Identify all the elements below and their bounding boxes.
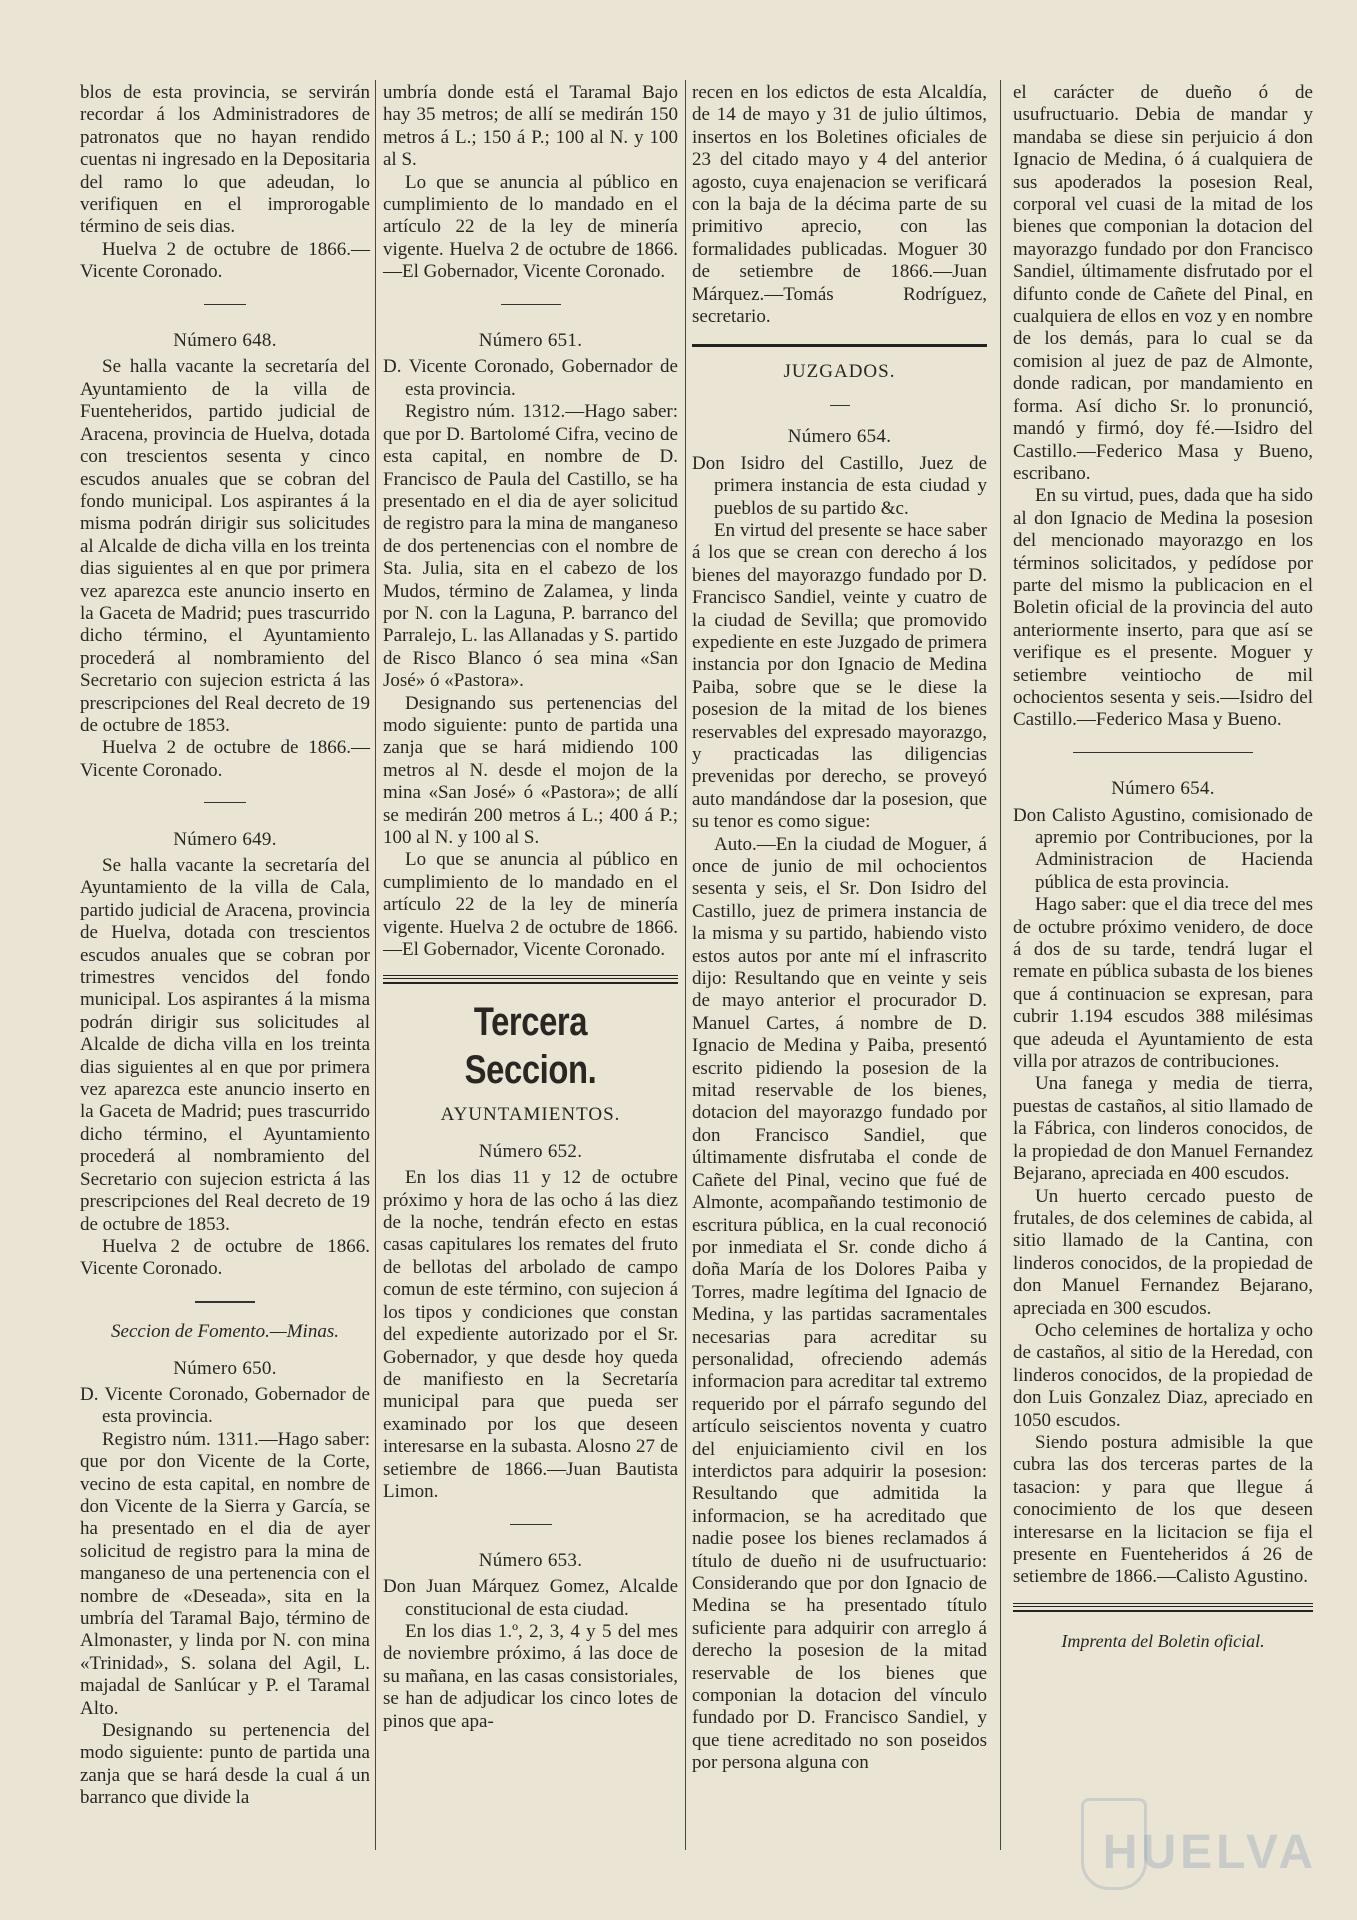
notice-number: Número 651. xyxy=(478,330,583,352)
signature: Huelva 2 de octubre de 1866. Vicente Coronado. xyxy=(80,1235,370,1280)
paragraph: recen en los edictos de esta Alcaldía, de 14 de mayo y 31 de julio últimos, insertos en los Boletines oficiales de 23 del citado mayo y 4 del anterior agosto, cuya enajenacion se verificará con la baja de la décima parte de su primitivo aprecio, con las formalidades publicadas. Moguer 30 de setiembre de 1866.—Juan Márquez.—Tomás Rodríguez, secretario. xyxy=(692,82,987,328)
notice-number: Número 650. xyxy=(173,1357,277,1379)
paragraph: Registro núm. 1311.—Hago saber: que por don Vicente de la Corte, vecino de esta capital, en nombre de don Vicente de la Sierra y García, se ha presentado en el dia de ayer solicitud de registro para la mina de manganeso de una pertenencia con el nombre de «Deseada», sita en la umbría del Taramal Bajo, término de Almonaster, y linda por N. con mina «Trinidad», S. solana del Agil, L. majadal de Sanlúcar y P. el Taramal Alto. xyxy=(80,1428,370,1719)
notice-heading: D. Vicente Coronado, Gobernador de esta provincia. xyxy=(383,356,678,400)
separator xyxy=(80,792,370,814)
paragraph: Se halla vacante la secretaría del Ayuntamiento de la villa de Cala, partido judicial de Aracena, provincia de Huelva, dotada con trescientos escudos anuales que se cobran por trimestres vencidos del fondo municipal. Los aspirantes á la misma podrán dirigir sus solicitudes al Alcalde de dicha villa en los treinta dias siguientes al en que por primera vez aparezca este anuncio inserto en la Gaceta de Madrid; pues trascurrido dicho término, el Ayuntamiento procederá al nombramiento del Secretario con sujecion estricta á las prescripciones del Real decreto de 19 de octubre de 1853. xyxy=(80,855,370,1235)
column-1 xyxy=(80,82,370,1810)
paragraph: En los dias 1.º, 2, 3, 4 y 5 del mes de noviembre próximo, á las doce de su mañana, en las casas consistoriales, se han de adjudicar los cinco lotes de pinos que apa- xyxy=(383,1620,678,1732)
separator xyxy=(383,1513,678,1535)
paragraph: En su virtud, pues, dada que ha sido al don Ignacio de Medina la posesion del mencionado mayorazgo en los términos solicitados, y pedídose por parte del mismo la publicacion en el Boletin oficial de la provincia del auto anteriormente inserto, para que así se verifique es el presente. Moguer y setiembre veintiocho de mil ochocientos sesenta y seis.—Isidro del Castillo.—Federico Masa y Bueno. xyxy=(1013,485,1313,731)
separator xyxy=(80,1291,370,1313)
paragraph: Una fanega y media de tierra, puestas de castaños, al sitio llamado de la Fábrica, con linderos conocidos, de la propiedad de don Manuel Fernandez Bejarano, apreciada en 400 escudos. xyxy=(1013,1073,1313,1185)
paragraph: Un huerto cercado puesto de frutales, de dos celemines de cabida, al sitio llamado de la Cantina, con linderos conocidos, de la propiedad de don Manuel Fernandez Bejarano, apreciada en 300 escudos. xyxy=(1013,1185,1313,1319)
paragraph: Designando sus pertenencias del modo siguiente: punto de partida una zanja que se hará midiendo 100 metros al N. desde el mojon de la mina «San José» ó «Pastora»; de allí se medirán 200 metros á L.; 400 á P.; 100 al N. y 100 al S. xyxy=(383,692,678,848)
paragraph: Auto.—En la ciudad de Moguer, á once de junio de mil ochocientos sesenta y seis, el Sr. Don Isidro del Castillo, juez de primera instancia de la misma y su partido, habiendo visto estos autos por ante mí el infrascrito dijo: Resultando que en veinte y seis de mayo anterior el procurador D. Manuel Cartes, á nombre de D. Ignacio de Medina y Paiba, presentó escrito pidiendo la posesion de la mitad reservable de los bienes, dotacion del mayorazgo fundado por don Francisco Sandiel, que últimamente disfrutaba el conde de Cañete del Pinal, vecino que fué de Almonte, acompañando testimonio de escritura pública, en la cual reconoció por inmediata el Sr. conde dicho á doña María de los Dolores Paiba y Torres, madre legítima del Ignacio de Medina, y las partidas sacramentales necesarias para acreditar su personalidad, ofreciendo además informacion para acreditar tal extremo requerido por el párrafo segundo del artículo seiscientos noventa y cuatro del enjuiciamiento civil en los interdictos para adquirir la posesion: Resultando que admitida la informacion, se ha acreditado que nadie posee los bienes reclamados á título de dueño ni de usufructuario: Considerando que por don Ignacio de Medina se ha presentado título suficiente para adquirir con arreglo á derecho la posesion de la mitad reservable de los bienes que componian la dotacion del vínculo fundado por D. Francisco Sandiel, y que tiene acreditado no son poseidos por persona alguna con xyxy=(692,833,987,1774)
separator xyxy=(1013,742,1313,764)
paragraph: Se halla vacante la secretaría del Ayuntamiento de la villa de Fuenteheridos, partido judicial de Aracena, provincia de Huelva, dotada con trescientos sesenta y cinco escudos anuales que se cobran del fondo municipal. Los aspirantes á la misma podrán dirigir sus solicitudes al Alcalde de dicha villa en los treinta dias siguientes al en que por primera vez aparezca este anuncio inserto en la Gaceta de Madrid; pues trascurrido dicho término, el Ayuntamiento procederá al nombramiento del Secretario con sujecion estricta á las prescripciones del Real decreto de 19 de octubre de 1853. xyxy=(80,356,370,736)
watermark-logo: HUELVA xyxy=(1102,1826,1317,1879)
heavy-rule xyxy=(692,344,987,347)
printer-credit: Imprenta del Boletin oficial. xyxy=(1061,1630,1265,1651)
section-subheading: AYUNTAMIENTOS. xyxy=(440,1104,621,1126)
paragraph: Registro núm. 1312.—Hago saber: que por D. Bartolomé Cifra, vecino de esta capital, en nombre de D. Francisco de Paula del Castillo, se ha presentado en el dia de ayer solicitud de registro para la mina de manganeso de dos pertenencias con el nombre de Sta. Julia, sita en el cabezo de los Mudos, término de Zalamea, y linda por N. con la Laguna, P. barranco del Parralejo, L. las Allanadas y S. partido de Risco Blanco ó sea mina «San José» ó «Pastora». xyxy=(383,401,678,692)
paragraph: blos de esta provincia, se servirán recordar á los Administradores de patronatos que no hayan rendido cuentas ni ingresado en la Depositaria del ramo lo que adeudan, lo verifiquen en el improrogable término de seis dias. xyxy=(80,82,370,238)
paragraph: En los dias 11 y 12 de octubre próximo y hora de las ocho á las diez de la noche, tendrán efecto en estas casas capitulares los remates del fruto de bellotas del arbolado de campo comun de este término, con sujecion á los tipos y condiciones que constan del expediente autorizado por el Sr. Gobernador, y que desde hoy queda de manifiesto en la Secretaría municipal para que pueda ser examinado por los que deseen interesarse en la subasta. Alosno 27 de setiembre de 1866.—Juan Bautista Limon. xyxy=(383,1167,678,1502)
column-3 xyxy=(692,82,987,1775)
paragraph: Lo que se anuncia al público en cumplimiento de lo mandado en el artículo 22 de la ley de minería vigente. Huelva 2 de octubre de 1866.—El Gobernador, Vicente Coronado. xyxy=(383,849,678,961)
separator xyxy=(80,294,370,316)
notice-number: Número 653. xyxy=(478,1549,583,1571)
signature: Huelva 2 de octubre de 1866.—Vicente Coronado. xyxy=(80,238,370,283)
column-rule xyxy=(685,80,686,1850)
newspaper-page xyxy=(70,70,1320,1870)
section-subheading: JUZGADOS. xyxy=(783,361,896,383)
section-subheading: Seccion de Fomento.—Minas. xyxy=(111,1321,339,1343)
column-rule xyxy=(1000,80,1001,1850)
heavy-rule xyxy=(383,975,678,984)
paragraph: umbría donde está el Taramal Bajo hay 35 metros; de allí se medirán 150 metros á L.; 150 á P.; 100 al N. y 100 al S. xyxy=(383,82,678,171)
paragraph: Ocho celemines de hortaliza y ocho de castaños, al sitio de la Heredad, con linderos conocidos, de la propiedad de don Luis Gonzalez Diaz, apreciado en 1050 escudos. xyxy=(1013,1319,1313,1431)
paragraph: Siendo postura admisible la que cubra las dos terceras partes de la tasacion: y para que llegue á conocimiento de los que deseen interesarse en la licitacion se fija el presente en Fuenteheridos á 26 de setiembre de 1866.—Calisto Agustino. xyxy=(1013,1431,1313,1588)
notice-number: Número 649. xyxy=(173,828,277,850)
column-2 xyxy=(383,82,678,1733)
section-title: Tercera Seccion. xyxy=(464,1000,597,1093)
notice-heading: Don Juan Márquez Gomez, Alcalde constitucional de esta ciudad. xyxy=(383,1576,678,1620)
notice-number: Número 654. xyxy=(1111,778,1215,800)
notice-heading: Don Calisto Agustino, comisionado de apremio por Contribuciones, por la Administracion de Hacienda pública de esta provincia. xyxy=(1013,804,1313,893)
paragraph: Designando su pertenencia del modo siguiente: punto de partida una zanja que se hará desde la cual á un barranco que divide la xyxy=(80,1720,370,1809)
heavy-rule xyxy=(1013,1603,1313,1612)
notice-number: Número 648. xyxy=(173,330,277,352)
signature: Huelva 2 de octubre de 1866.—Vicente Coronado. xyxy=(80,737,370,781)
column-4 xyxy=(1013,82,1313,1652)
notice-heading: Don Isidro del Castillo, Juez de primera instancia de esta ciudad y pueblos de su partido &c. xyxy=(692,452,987,519)
paragraph: el carácter de dueño ó de usufructuario. Debia de mandar y mandaba se diese sin perjuicio á don Ignacio de Medina, ó á cualquiera de sus apoderados la posesion Real, corporal vel cuasi de la mitad de los bienes que componian la dotacion del mayorazgo fundado por don Francisco Sandiel, últimamente disfrutado por el difunto conde de Cañete del Pinal, en cualquiera de ellos en voz y en nombre de los demás, para lo cual se da comision al juez de paz de Almonte, donde radican, por mandamiento en forma. Así dicho Sr. lo pronunció, mandó y firmó, doy fé.—Isidro del Castillo.—Federico Masa y Bueno, escribano. xyxy=(1013,82,1313,484)
column-rule xyxy=(375,80,376,1850)
paragraph: Lo que se anuncia al público en cumplimiento de lo mandado en el artículo 22 de la ley de minería vigente. Huelva 2 de octubre de 1866.—El Gobernador, Vicente Coronado. xyxy=(383,171,678,283)
separator xyxy=(383,294,678,316)
notice-number: Número 654. xyxy=(787,426,892,448)
paragraph: En virtud del presente se hace saber á los que se crean con derecho á los bienes del mayorazgo fundado por D. Francisco Sandiel, veinte y cuatro de la ciudad de Sevilla; que promovido expediente en este Juzgado de primera instancia por don Ignacio de Medina Paiba, sobre que se le diese la posesion de la mitad de los bienes reservables del expresado mayorazgo, y practicadas las diligencias prevenidas por derecho, se proveyó auto mandándose dar la posesion, que su tenor es como sigue: xyxy=(692,519,987,833)
paragraph: Hago saber: que el dia trece del mes de octubre próximo venidero, de doce á dos de su tarde, tendrá lugar el remate en pública subasta de los bienes que á continuacion se expresan, para cubrir 1.194 escudos 388 milésimas que adeuda el Ayuntamiento de esta villa por atrazos de contribuciones. xyxy=(1013,894,1313,1073)
separator xyxy=(692,390,987,412)
notice-number: Número 652. xyxy=(478,1140,583,1162)
notice-heading: D. Vicente Coronado, Gobernador de esta provincia. xyxy=(80,1383,370,1428)
